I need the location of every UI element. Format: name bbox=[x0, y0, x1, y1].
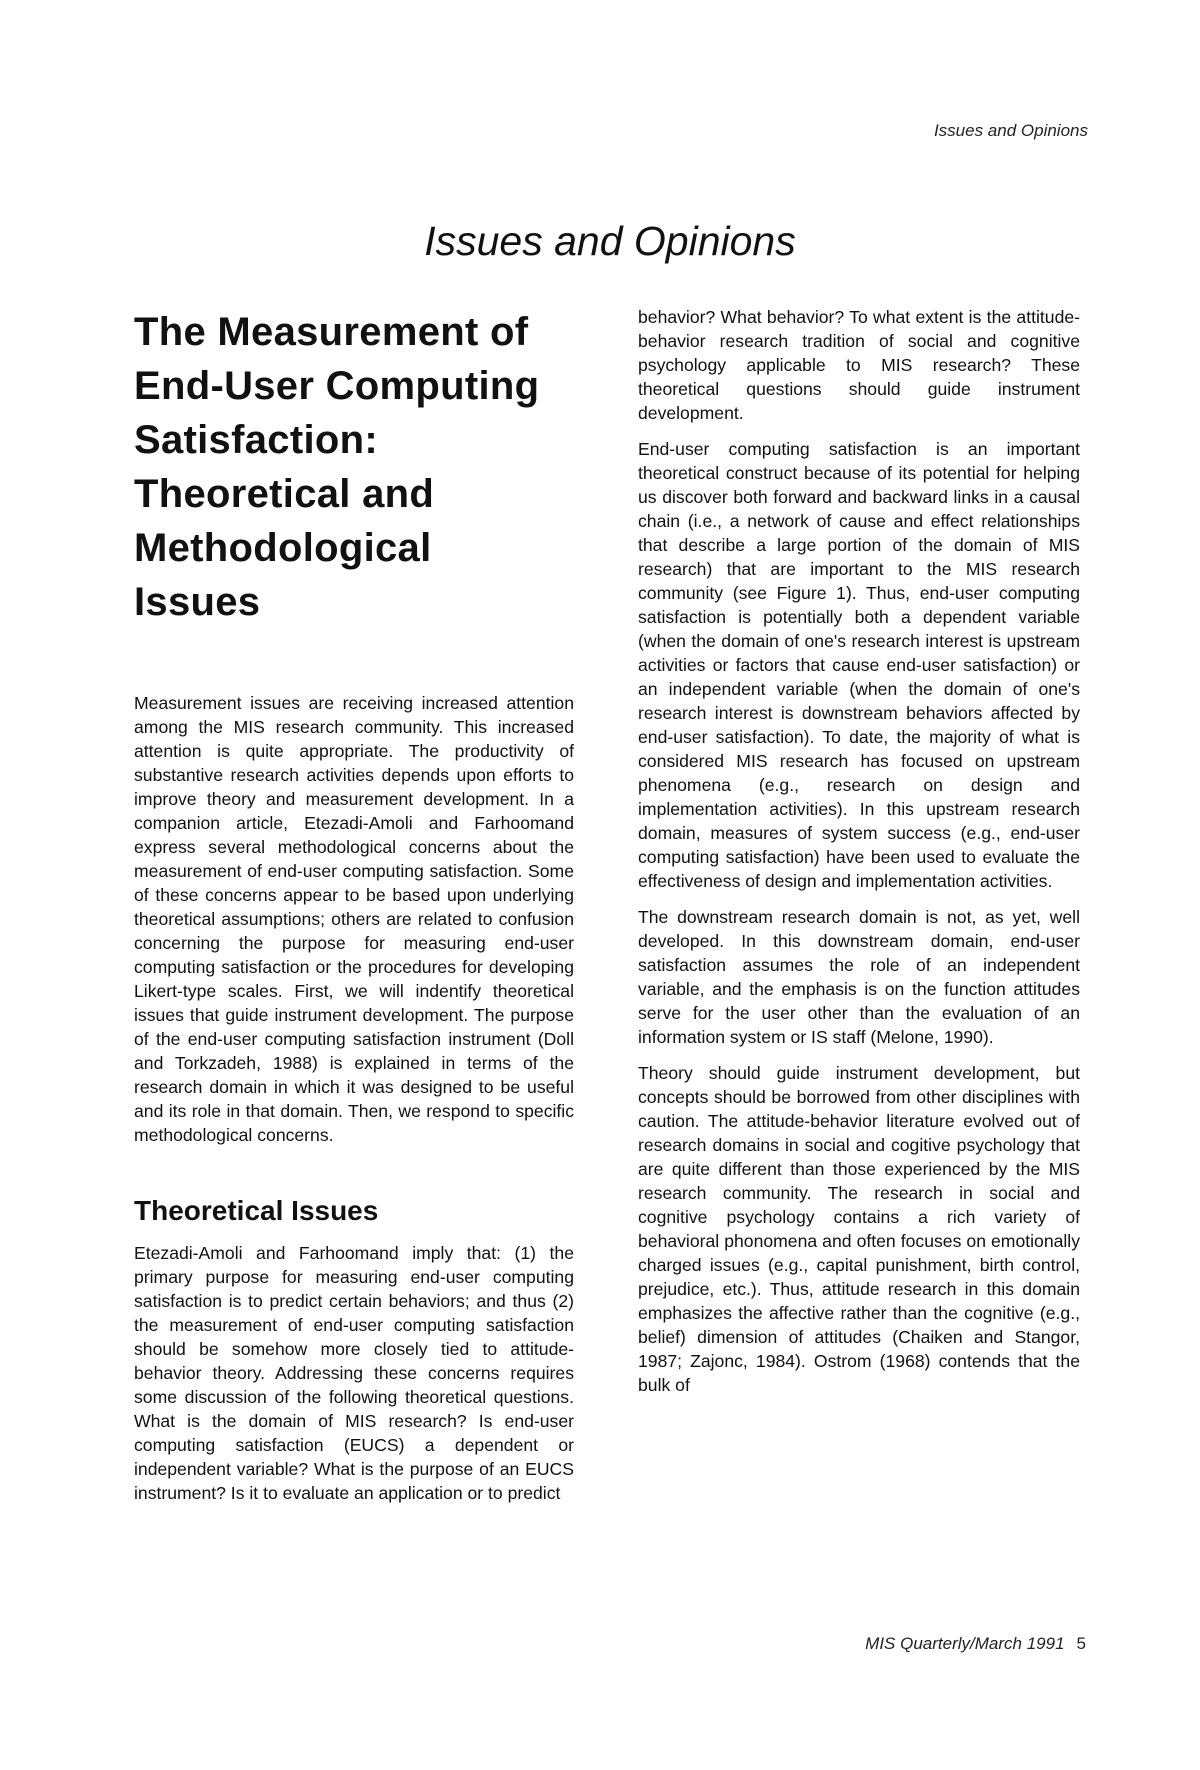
right-column bbox=[638, 305, 1080, 1409]
title-line: Theoretical and bbox=[134, 472, 435, 516]
section-heading: Issues and Opinions bbox=[424, 218, 796, 264]
theoretical-issues-paragraph: Etezadi-Amoli and Farhoomand imply that: (1) the primary purpose for measuring end-user computing satisfaction is to predict certain behaviors; and thus (2) the measurement of end-user computing satisfaction should be somehow more closely tied to attitude-behavior theory. Addressing these concerns requires some discussion of the following theoretical questions. What is the domain of MIS research? Is end-user computing satisfaction (EUCS) a dependent or independent variable? What is the purpose of an EUCS instrument? Is it to evaluate an application or to predict bbox=[134, 1243, 574, 1503]
body-paragraph: End-user computing satisfaction is an important theoretical construct because of its potential for helping us discover both forward and backward links in a causal chain (i.e., a network of cause and effect relationships that describe a large portion of the domain of MIS research) that are important to the MIS research community (see Figure 1). Thus, end-user computing satisfaction is potentially both a dependent variable (when the domain of one's research interest is upstream activities or factors that cause end-user satisfaction) or an independent variable (when the domain of one's research interest is downstream behaviors affected by end-user satisfaction). To date, the majority of what is considered MIS research has focused on upstream phenomena (e.g., research on design and implementation activities). In this upstream research domain, measures of system success (e.g., end-user computing satisfaction) have been used to evaluate the effectiveness of design and implementation activities. bbox=[638, 439, 1080, 891]
intro-paragraph: Measurement issues are receiving increased attention among the MIS research community. This increased attention is quite appropriate. The productivity of substantive research activities depends upon efforts to improve theory and measurement development. In a companion article, Etezadi-Amoli and Farhoomand express several methodological concerns about the measurement of end-user computing satisfaction. Some of these concerns appear to be based upon underlying theoretical assumptions; others are related to confusion concerning the purpose for measuring end-user computing satisfaction or the procedures for developing Likert-type scales. First, we will indentify theoretical issues that guide instrument development. The purpose of the end-user computing satisfaction instrument (Doll and Torkzadeh, 1988) is explained in terms of the research domain in which it was designed to be useful and its role in that domain. Then, we respond to specific methodological concerns. bbox=[134, 693, 574, 1145]
body-paragraph: behavior? What behavior? To what extent is the attitude-behavior research tradition of social and cognitive psychology applicable to MIS research? These theoretical questions should guide instrument development. bbox=[638, 307, 1080, 423]
article-title bbox=[134, 305, 574, 629]
title-line: End-User Computing bbox=[134, 364, 540, 408]
left-column bbox=[134, 305, 574, 1517]
title-line: Methodological bbox=[134, 526, 432, 570]
body-paragraph: Theory should guide instrument development, but concepts should be borrowed from other disciplines with caution. The attitude-behavior literature evolved out of research domains in social and cogitive psychology that are quite different than those experienced by the MIS research community. The research in social and cognitive psychology contains a rich variety of behavioral phonomena and often focuses on emotionally charged issues (e.g., capital punishment, birth control, prejudice, etc.). Thus, attitude research in this domain emphasizes the affective rather than the cognitive (e.g., belief) dimension of attitudes (Chaiken and Stangor, 1987; Zajonc, 1984). Ostrom (1968) contends that the bulk of bbox=[638, 1063, 1080, 1395]
title-line: The Measurement of bbox=[134, 310, 529, 354]
title-line: Issues bbox=[134, 580, 261, 624]
title-line: Satisfaction: bbox=[134, 418, 378, 462]
body-paragraph: The downstream research domain is not, as yet, well developed. In this downstream domain, end-user satisfaction assumes the role of an independent variable, and the emphasis is on the function attitudes serve for the user other than the evaluation of an information system or IS staff (Melone, 1990). bbox=[638, 907, 1080, 1047]
page-number: 5 bbox=[1076, 1634, 1086, 1653]
running-head: Issues and Opinions bbox=[933, 121, 1088, 140]
theoretical-issues-heading: Theoretical Issues bbox=[134, 1195, 379, 1226]
page-footer bbox=[865, 1634, 1086, 1654]
journal-citation: MIS Quarterly/March 1991 bbox=[865, 1634, 1065, 1653]
